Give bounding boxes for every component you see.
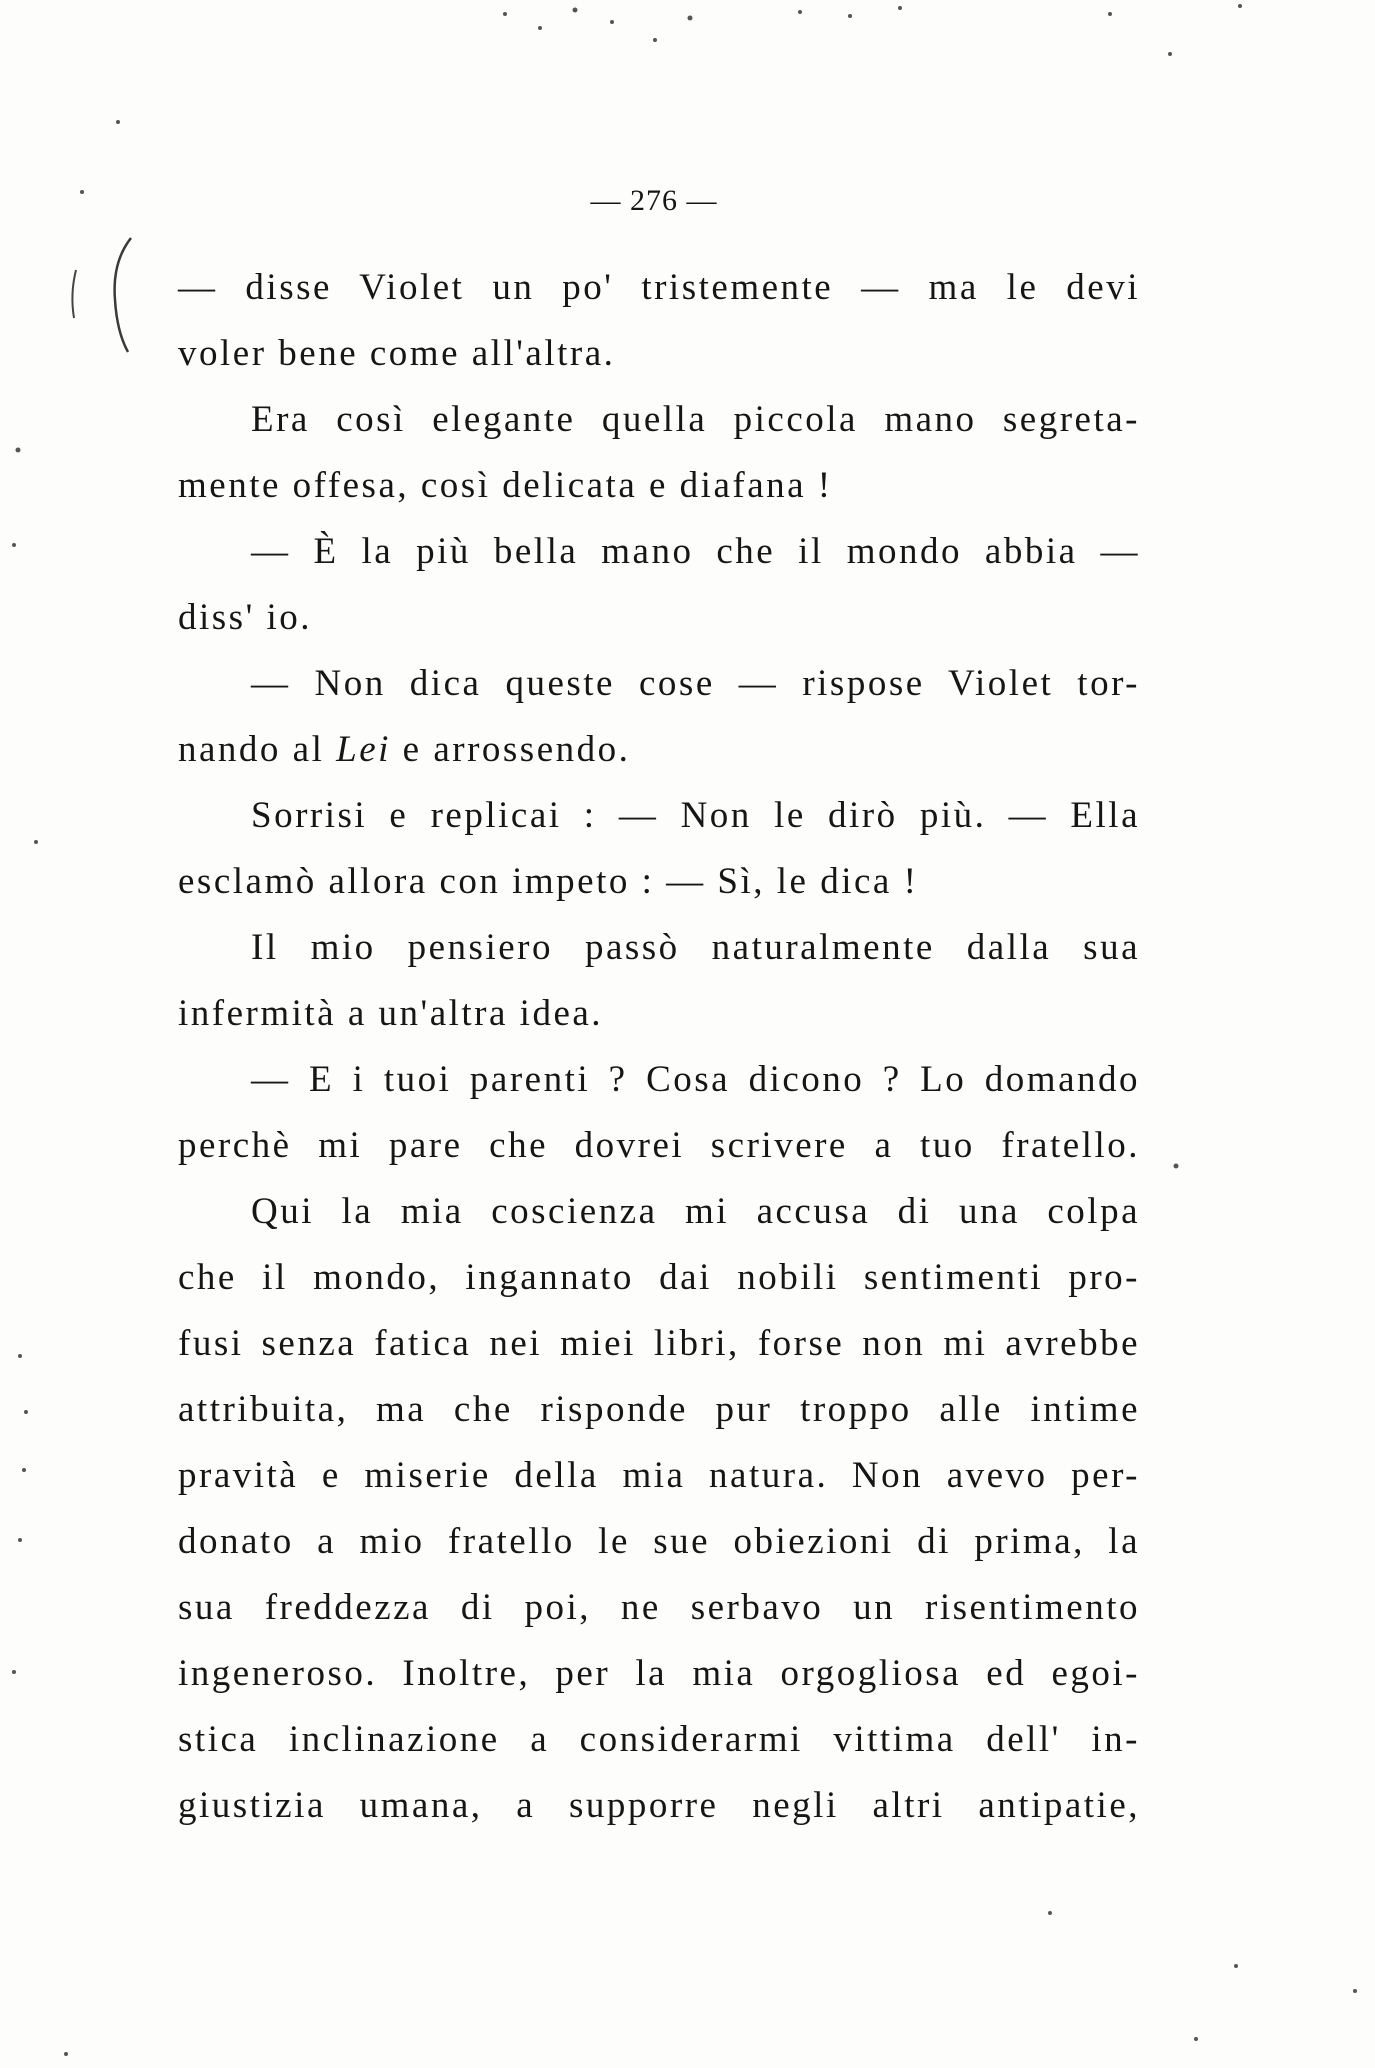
speck (1108, 12, 1112, 16)
text-line: — disse Violet un po' tristemente — ma le devi (178, 267, 1140, 308)
speck (64, 2052, 68, 2056)
speck (898, 6, 902, 10)
paragraph-first-line: Qui la mia coscienza mi accusa di una colpa (251, 1191, 1140, 1232)
text-line: sua freddezza di poi, ne serbavo un risentimento (178, 1587, 1140, 1628)
text-line: giustizia umana, a supporre negli altri antipatie, (178, 1785, 1140, 1826)
speck (573, 8, 578, 13)
speck (18, 1354, 22, 1358)
italic-word: Lei (336, 729, 391, 770)
speck (688, 16, 693, 21)
speck (1168, 52, 1172, 56)
text-segment: nando al (178, 729, 337, 770)
speck (653, 38, 657, 42)
speck (1353, 1989, 1357, 1993)
page-body (178, 255, 1140, 1839)
text-line: esclamò allora con impeto : — Sì, le dica ! (178, 861, 919, 902)
text-line: perchè mi pare che dovrei scrivere a tuo fratello. (178, 1125, 1140, 1166)
text-line (178, 717, 1140, 783)
page-number: — 276 — (590, 184, 718, 217)
paragraph-first-line: Il mio pensiero passò naturalmente dalla sua (251, 927, 1140, 968)
text-line: pravità e miserie della mia natura. Non avevo per- (178, 1455, 1140, 1496)
speck (798, 10, 802, 14)
speck (80, 190, 84, 194)
text-line: attribuita, ma che risponde pur troppo alle intime (178, 1389, 1140, 1430)
speck (24, 1410, 28, 1414)
speck (1238, 4, 1242, 8)
text-line: infermità a un'altra idea. (178, 993, 604, 1034)
paragraph-first-line: — Non dica queste cose — rispose Violet tor- (251, 663, 1140, 704)
text-line: stica inclinazione a considerarmi vittima dell' in- (178, 1719, 1140, 1760)
speck (34, 840, 38, 844)
speck (12, 543, 16, 547)
speck (538, 26, 542, 30)
text-segment: e arrossendo. (390, 729, 631, 770)
speck (503, 12, 507, 16)
text-line: ingeneroso. Inoltre, per la mia orgogliosa ed egoi- (178, 1653, 1140, 1694)
paragraph-first-line: — È la più bella mano che il mondo abbia — (251, 531, 1140, 572)
paragraph-first-line: — E i tuoi parenti ? Cosa dicono ? Lo domando (251, 1059, 1140, 1100)
text-line: mente offesa, così delicata e diafana ! (178, 465, 833, 506)
paragraph-first-line: Era così elegante quella piccola mano segreta- (251, 399, 1140, 440)
paragraph-first-line: Sorrisi e replicai : — Non le dirò più. — Ella (251, 795, 1140, 836)
text-line: diss' io. (178, 597, 313, 638)
speck (1174, 1164, 1179, 1169)
text-line: donato a mio fratello le sue obiezioni di prima, la (178, 1521, 1140, 1562)
speck (848, 14, 852, 18)
margin-bracket-mark (72, 270, 76, 318)
speck (12, 1670, 16, 1674)
speck (18, 1538, 22, 1542)
speck (610, 20, 614, 24)
speck (1194, 2037, 1198, 2041)
speck (116, 120, 120, 124)
speck (1048, 1911, 1052, 1915)
text-line: voler bene come all'altra. (178, 333, 616, 374)
speck (16, 448, 21, 453)
text-line: fusi senza fatica nei miei libri, forse non mi avrebbe (178, 1323, 1140, 1364)
speck (22, 1468, 26, 1472)
text-line: che il mondo, ingannato dai nobili sentimenti pro- (178, 1257, 1140, 1298)
speck (1234, 1964, 1238, 1968)
margin-pencil-mark (115, 238, 131, 352)
